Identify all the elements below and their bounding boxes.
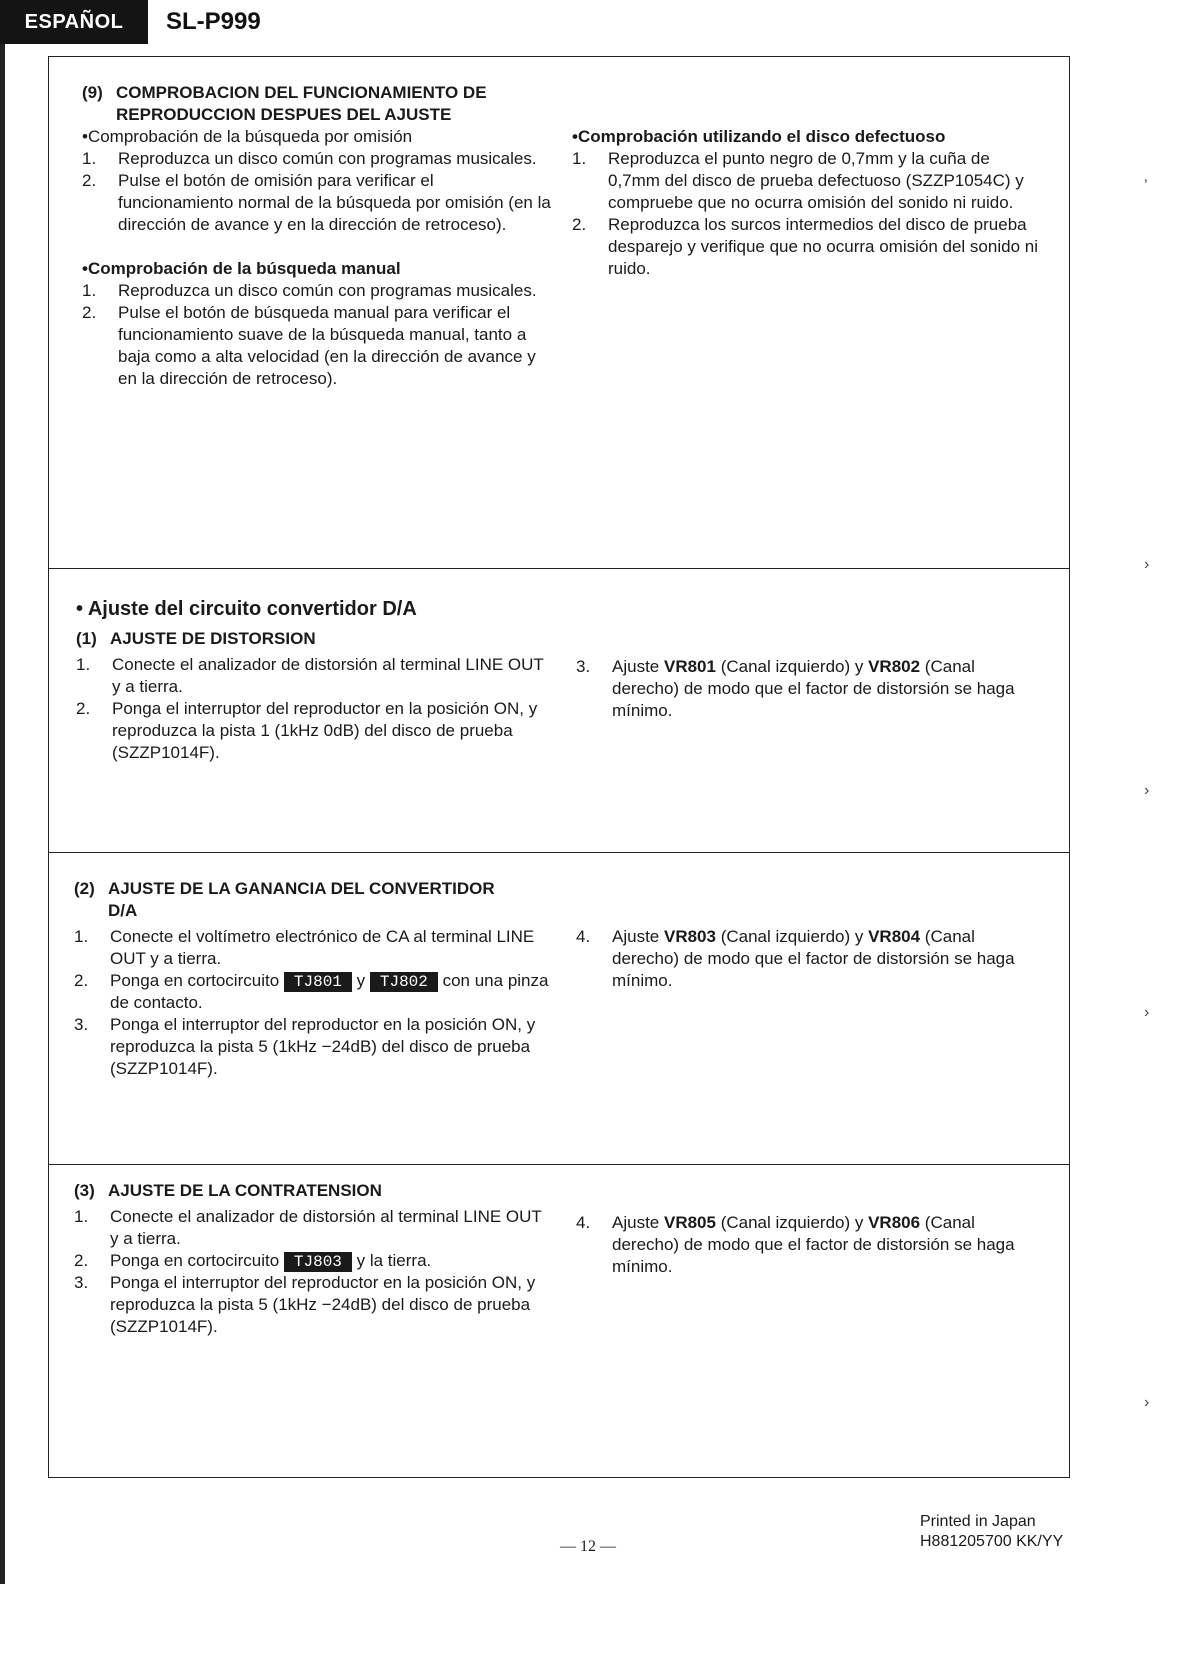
section-distortion-right (576, 656, 1046, 722)
list-backtension (74, 1206, 554, 1338)
section-backtension-left (74, 1180, 554, 1338)
list-item: 3. Ajuste VR801 (Canal izquierdo) y VR802 (Canal derecho) de modo que el factor de distorsión se haga mínimo. (576, 657, 1015, 720)
section-check-right (572, 126, 1042, 280)
subheading-skip-search: •Comprobación de la búsqueda por omisión (82, 127, 413, 146)
list-item: 2. Reproduzca los surcos intermedios del disco de prueba desparejo y verifique que no ocurra omisión del sonido ni ruido. (572, 215, 1038, 278)
margin-mark: › (1144, 556, 1150, 573)
list-item: 1. Conecte el voltímetro electrónico de CA al terminal LINE OUT y a tierra. (74, 927, 535, 968)
section-gain-right (576, 926, 1046, 992)
margin-mark: ‚ (1144, 168, 1148, 185)
section-gain-left (74, 878, 554, 1080)
margin-mark: › (1144, 1004, 1150, 1021)
test-jumper-label: TJ803 (284, 1252, 352, 1272)
list-gain (74, 926, 554, 1080)
margin-mark: › (1144, 782, 1150, 799)
model-number: SL-P999 (166, 8, 261, 35)
list-item: 1. Reproduzca un disco común con programas musicales. (82, 149, 537, 168)
section-divider (48, 568, 1070, 569)
list-item: 2. Ponga el interruptor del reproductor en la posición ON, y reproduzca la pista 1 (1kHz 0dB) del disco de prueba (SZZP1014F). (76, 699, 538, 762)
margin-mark: › (1144, 1394, 1150, 1411)
test-jumper-label: TJ802 (370, 972, 438, 992)
list-item: 4. Ajuste VR805 (Canal izquierdo) y VR806 (Canal derecho) de modo que el factor de distorsión se haga mínimo. (576, 1213, 1015, 1276)
print-info: Printed in Japan H881205700 KK/YY (920, 1513, 1064, 1550)
list-manual-search (82, 280, 552, 390)
left-binding-rule (0, 44, 5, 1584)
list-item: 1. Conecte el analizador de distorsión al terminal LINE OUT y a tierra. (76, 655, 544, 696)
list-item: 4. Ajuste VR803 (Canal izquierdo) y VR804 (Canal derecho) de modo que el factor de distorsión se haga mínimo. (576, 927, 1015, 990)
test-jumper-label: TJ801 (284, 972, 352, 992)
section-title: (1) AJUSTE DE DISTORSION (76, 629, 316, 648)
list-item: 3. Ponga el interruptor del reproductor en la posición ON, y reproduzca la pista 5 (1kHz −24dB) del disco de prueba (SZZP1014F). (74, 1015, 536, 1078)
section-divider (48, 852, 1070, 853)
list-item: 2. Ponga en cortocircuito TJ803 y la tierra. (74, 1251, 432, 1271)
list-item: 2. Pulse el botón de búsqueda manual para verificar el funcionamiento suave de la búsqueda manual, tanto a baja como a alta velocidad (en la dirección de avance y en la dirección de retroceso). (82, 303, 536, 388)
list-defective-disc (572, 148, 1042, 280)
section-check-left (82, 82, 552, 390)
subheading-defective-disc: •Comprobación utilizando el disco defectuoso (572, 127, 946, 146)
subheading-manual-search: •Comprobación de la búsqueda manual (82, 259, 401, 278)
section-title: (2) AJUSTE DE LA GANANCIA DEL CONVERTIDOR D/A (74, 879, 495, 920)
list-item: 3. Ponga el interruptor del reproductor en la posición ON, y reproduzca la pista 5 (1kHz −24dB) del disco de prueba (SZZP1014F). (74, 1273, 536, 1336)
section-backtension-right (576, 1212, 1046, 1278)
section-distortion-left (76, 596, 556, 764)
list-item: 1. Reproduzca el punto negro de 0,7mm y la cuña de 0,7mm del disco de prueba defectuoso (SZZP1054C) y compruebe que no ocurra omisión del sonido ni ruido. (572, 149, 1024, 212)
list-item: 1. Reproduzca un disco común con programas musicales. (82, 281, 537, 300)
list-skip-search (82, 148, 552, 236)
page-number: — 12 — (560, 1538, 616, 1555)
list-item: 2. Ponga en cortocircuito TJ801 y TJ802 con una pinza de contacto. (74, 971, 549, 1012)
list-item: 2. Pulse el botón de omisión para verificar el funcionamiento normal de la búsqueda por omisión (en la dirección de avance y en la dirección de retroceso). (82, 171, 551, 234)
list-item: 1. Conecte el analizador de distorsión al terminal LINE OUT y a tierra. (74, 1207, 542, 1248)
section-title: (9) COMPROBACION DEL FUNCIONAMIENTO DE REPRODUCCION DESPUES DEL AJUSTE (82, 83, 487, 124)
section-divider (48, 1164, 1070, 1165)
main-title: • Ajuste del circuito convertidor D/A (76, 598, 417, 620)
list-distortion (76, 654, 556, 764)
section-title: (3) AJUSTE DE LA CONTRATENSION (74, 1181, 382, 1200)
language-tab: ESPAÑOL (0, 0, 148, 44)
